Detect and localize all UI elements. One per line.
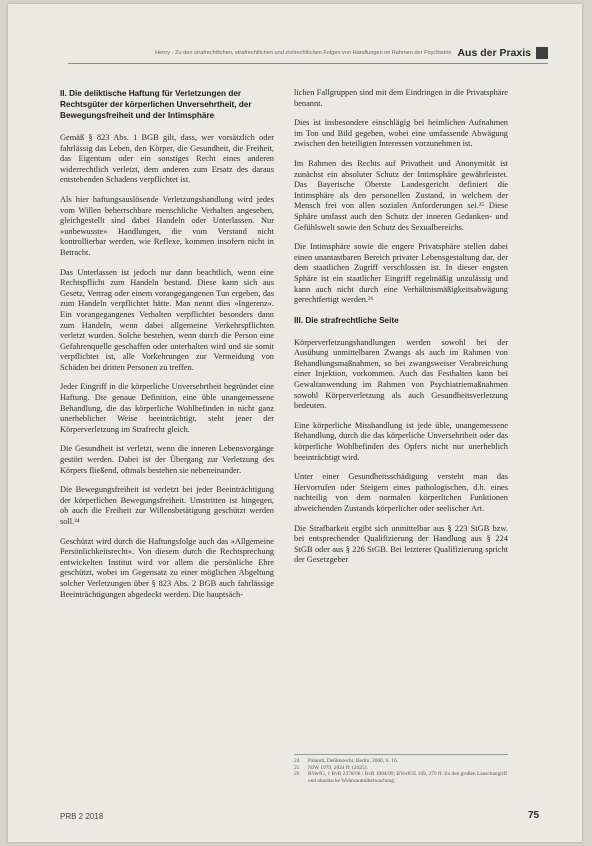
paragraph: Die Bewegungsfreiheit ist verletzt bei jeder Beeinträchtigung der körperlichen Bewegungsfreiheit. Umstritten ist hingegen, ob auch die Freiheit zur Willensbetätigung geschützt werden soll.²⁴ [60, 485, 274, 526]
journal-footer: PRB 2 2018 [60, 812, 104, 821]
paragraph: lichen Fallgruppen sind mit dem Eindringen in die Privatsphäre benannt. [294, 88, 508, 108]
paragraph: Die Gesundheit ist verletzt, wenn die inneren Lebensvorgänge gestört werden. Dabei ist der Übergang zur Verletzung des Körpers fließend, oftmals bestehen sie nebeneinander. [60, 444, 274, 475]
section-heading-ii: II. Die deliktische Haftung für Verletzungen der Rechtsgüter der körperlichen Unversehrtheit, der Bewegungsfreiheit und der Intimsphäre [60, 89, 252, 120]
paragraph: Als hier haftungsauslösende Verletzungshandlung wird jedes vom Willen beherrschbare menschliche Verhalten angesehen, gleichgestellt sind dabei Handeln oder Unterlassen. Nur »unbewusste« Handlungen, die vom Verstand nicht kontrollierbar werden, wie Reflexe, kommen insofern nicht in Betracht. [60, 194, 274, 257]
section-heading-iii: III. Die strafrechtliche Seite [294, 315, 399, 325]
footnote [294, 758, 508, 765]
paragraph: Eine körperliche Misshandlung ist jede üble, unangemessene Behandlung, durch die das körperliche Unversehrtheit oder das körperliche Wohlbefinden des Opfers nicht nur unerheblich beeinträchtigt wird. [294, 420, 508, 462]
paragraph: Unter einer Gesundheitsschädigung versteht man das Hervorrufen oder Steigern eines pathologischen, d.h. eines nachteilig von dem normalen körperlichen Funktionen abweichenden Zustands körperlicher oder seelischer Art. [294, 472, 508, 513]
section-title: Aus der Praxis [457, 47, 531, 59]
footnote [294, 771, 508, 784]
paragraph: Im Rahmen des Rechts auf Privatheit und Anonymität ist zunächst ein absoluter Schutz der Intimsphäre gewährleistet. Das Bayerische Oberste Landesgericht definiert die Intimsphäre als den personellen Zustand, in welchem der Mensch frei von allen sozialen Anforderungen sei.²⁵ Diese Sphäre umfasst auch den Schutz der inneren Gedanken- und Gefühlswelt sowie den Schutz des Sexualbereichs. [294, 158, 508, 232]
paragraph: Geschützt wird durch die Haftungsfolge auch das »Allgemeine Persönlichkeitsrecht«. Von diesem durch die Rechtsprechung entwickelten Institut wird vor allem die persönliche Ehre geschützt, wobei im Gegensatz zu einer möglichen Abgeltung solcher Verletzungen über § 823 Abs. 2 BGB auch fahrlässige Beeinträchtigungen abgedeckt werden. Die hauptsäch- [60, 536, 274, 599]
footnote-text: BVerfG, 1 BvR 2378/98 / BvR 1084/99; BVerfGE 109, 279 ff. Zu den großen Lauschangriff und akustische Wohnraumüberwachung. [308, 771, 508, 784]
footnote-number: 24 [294, 758, 300, 764]
paragraph: Gemäß § 823 Abs. 1 BGB gilt, dass, wer vorsätzlich oder fahrlässig das Leben, den Körper, die Gesundheit, die Freiheit, das Eigentum oder ein sonstiges Recht eines anderen widerrechtlich verletzt, dem anderen zum Ersatz des daraus entstehenden Schadens verpflichtet ist. [60, 133, 274, 185]
left-column [60, 88, 274, 609]
paragraph: Dies ist insbesondere einschlägig bei heimlichen Aufnahmen im Ton und Bild gegeben, wobei eine umfassende Abwägung zwischen den beteiligten Interessen vorzunehmen ist. [294, 118, 508, 149]
section-marker-square [536, 47, 548, 59]
right-column [294, 88, 508, 575]
paragraph: Das Unterlassen ist jedoch nur dann beachtlich, wenn eine Rechtspflicht zum Handeln bestand. Diese kann sich aus Gesetz, Vertrag oder einem vorangegangenen Tun ergeben, das zum Handeln verpflichtet hätte. Man nennt dies »Ingerenz«. Ein vorangegangenes Verhalten verpflichtet besonders dann zum Handeln, wenn dabei allgemeine Verkehrspflichten verletzt wurden. Solche bestehen, wenn durch die Person eine Gefahrenquelle geschaffen oder unterhalten wird und sie somit verpflichtet ist, alle Vorkehrungen zur Vermeidung von Schäden bei dritten Personen zu treffen. [60, 267, 274, 372]
document-page [8, 4, 582, 842]
paragraph: Die Strafbarkeit ergibt sich unmittelbar aus § 223 StGB bzw. bei entsprechender Qualifizierung der Handlung aus § 224 StGB oder aus § 226 StGB. Bei letzterer Qualifizierung spricht der Gesetzgeber [294, 523, 508, 565]
footnotes [294, 754, 508, 784]
footnote-number: 26 [294, 771, 300, 778]
paragraph: Die Intimsphäre sowie die engere Privatsphäre stellen dabei einen unantastbaren Bereich privater Lebensgestaltung dar, der dem staatlichen Zugriff verschlossen ist. In dieser engsten Sphäre ist ein staatlicher Eingriff regelmäßig unzulässig und kann auch nicht durch eine Verhältnismäßigkeitsabwägung gerechtfertigt werden.²⁶ [294, 242, 508, 305]
paragraph: Körperverletzungshandlungen werden sowohl bei der Ausübung unmittelbaren Zwangs als auch im Rahmen von Behandlungsmaßnahmen, so bei zwangsweiser Verabreichung einer Injektion, vorkommen. Auch das Festhalten kann bei Gewaltanwendung im Rahmen von Psychiatriemaßnahmen sowohl Körperverletzung als auch Gesundheitsverletzung bedeuten. [294, 337, 508, 411]
page-header [68, 43, 548, 64]
footnote-number: 25 [294, 764, 300, 771]
page-number: 75 [528, 810, 540, 821]
footnote-text: NJW 1979, 2024 ff. (2025). [308, 764, 368, 771]
paragraph: Jeder Eingriff in die körperliche Unversehrtheit begründet eine Haftung. Die genaue Definition, eine üble unangemessene Behandlung, die das körperliche Wohlbefinden in nicht ganz unerheblicher Weise beeinträchtigt, steht jener der Körperverletzung im Strafrecht gleich. [60, 382, 274, 434]
footnote-text: Palandt, Deliktsrecht, Berlin, 2000, S. 16. [308, 758, 398, 764]
running-head: Henry · Zu den strafrechtlichen, strafrechtlichen und zivilrechtlichen Folgen von Handlungen im Rahmen der Psychiatrie [155, 50, 452, 56]
